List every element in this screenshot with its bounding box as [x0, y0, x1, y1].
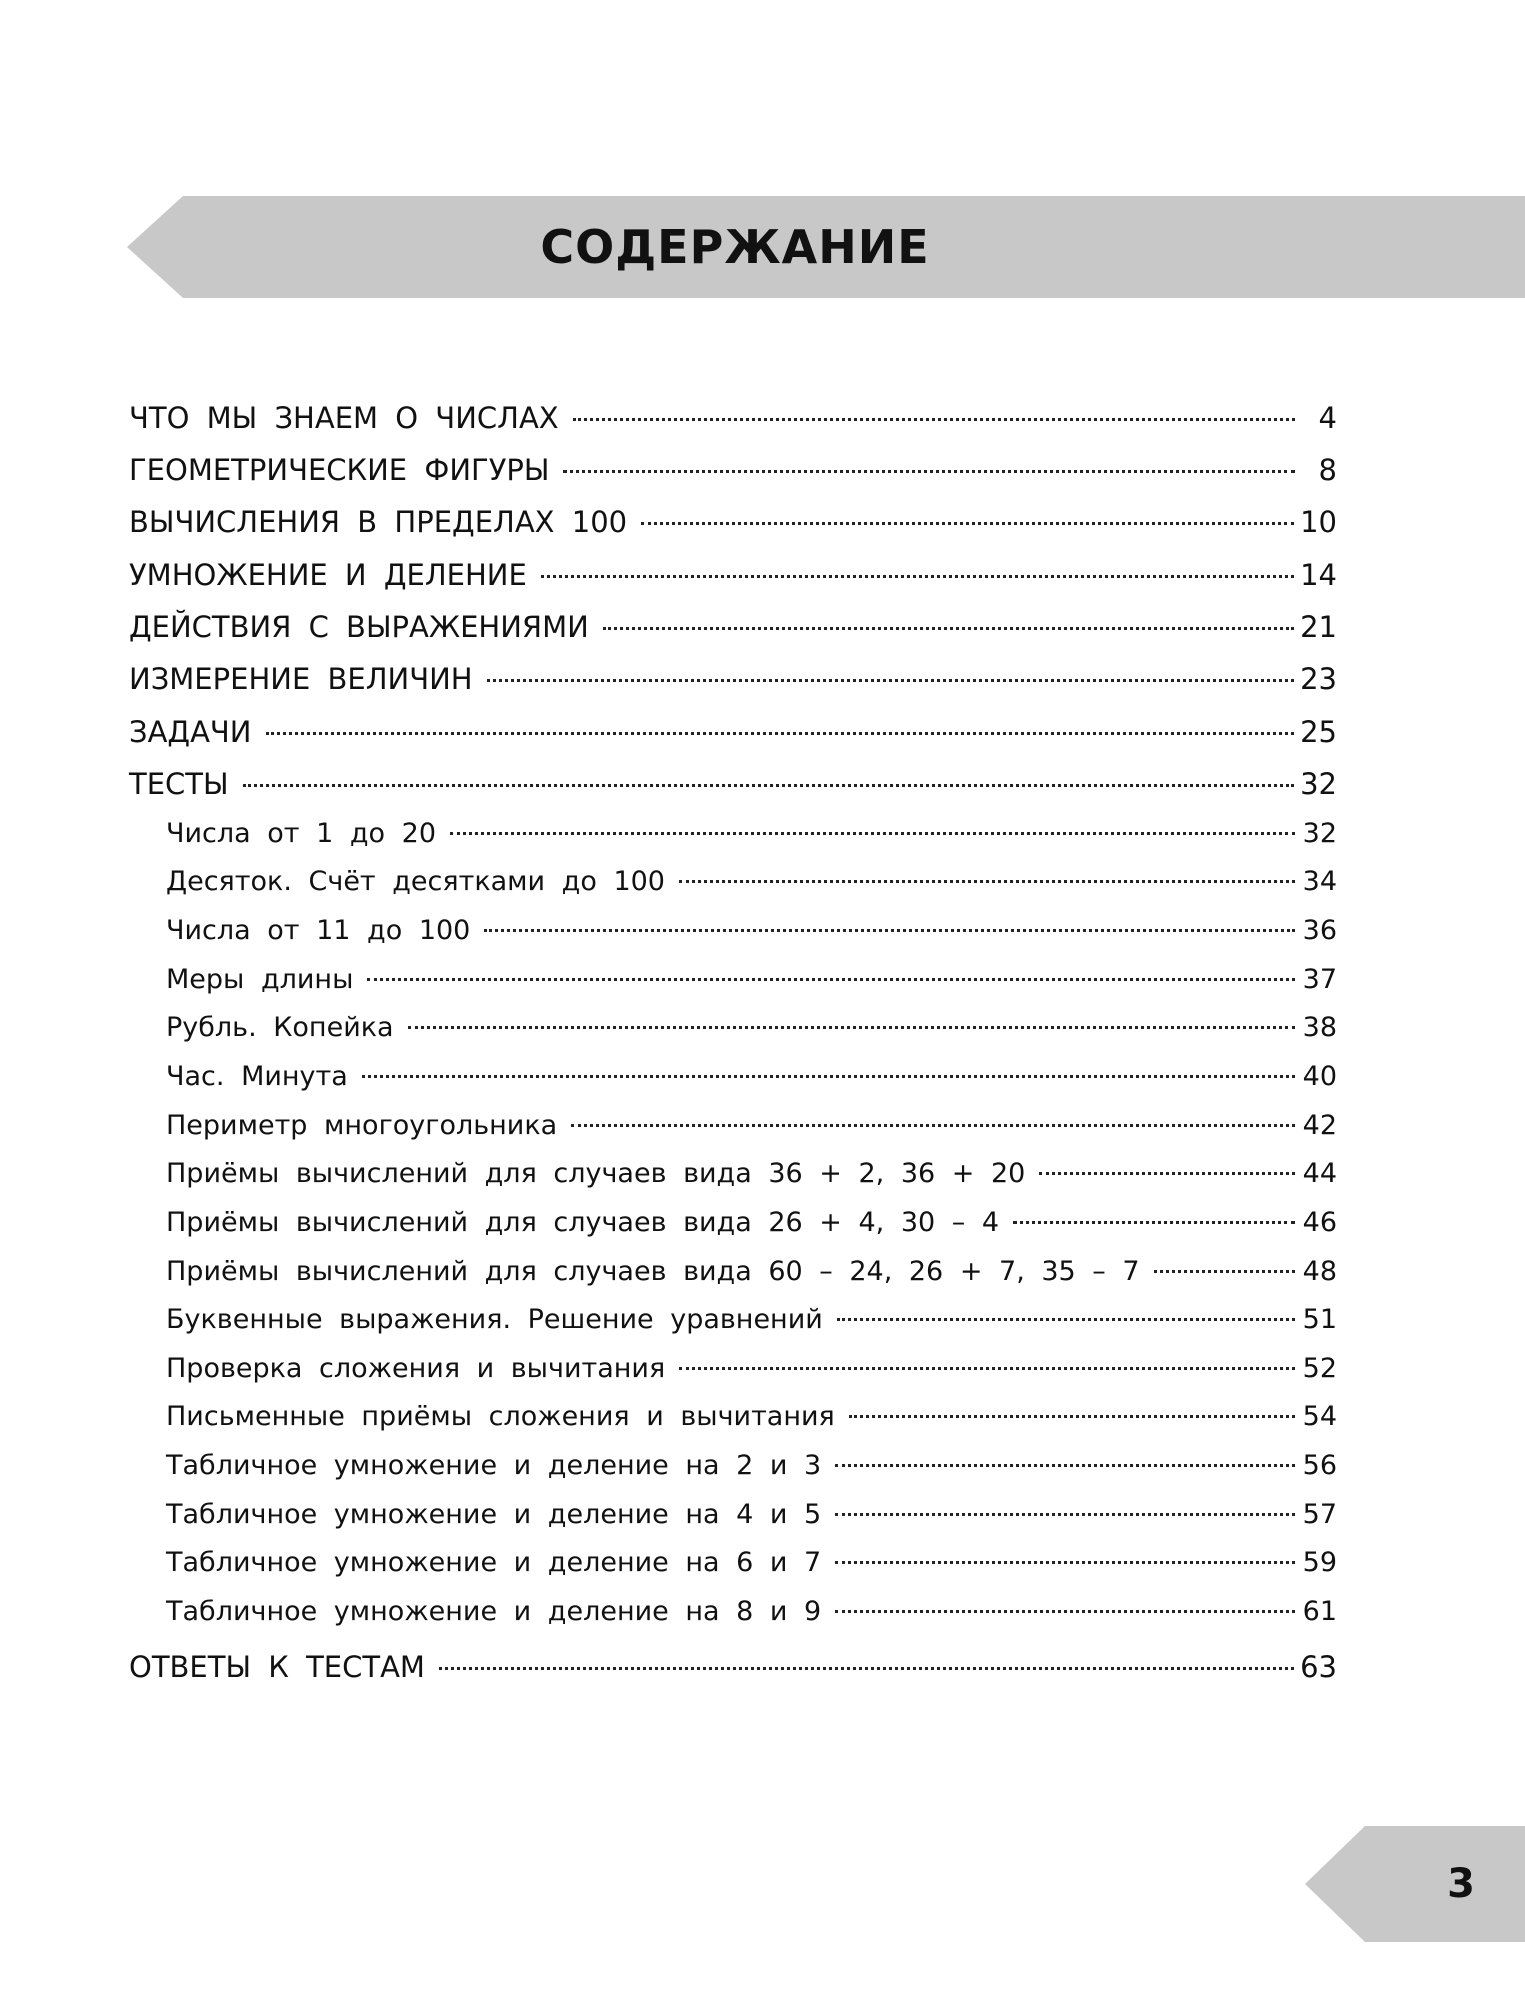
toc-entry-label: УМНОЖЕНИЕ И ДЕЛЕНИЕ: [129, 558, 527, 592]
dot-leader: [573, 418, 1295, 421]
toc-subentry-page: 61: [1302, 1596, 1337, 1627]
toc-subentry-page: 51: [1302, 1304, 1337, 1335]
toc-subentry-label: Табличное умножение и деление на 2 и 3: [166, 1450, 822, 1481]
dot-leader: [367, 978, 1295, 981]
toc-subentry-page: 37: [1302, 964, 1337, 995]
toc-entry-page: 32: [1300, 767, 1337, 801]
toc-subentry-label: Приёмы вычислений для случаев вида 26 + 4, 30 – 4: [166, 1207, 1000, 1238]
dot-leader: [484, 929, 1295, 932]
toc-entry[interactable]: [129, 657, 1337, 701]
toc-subentry-label: Час. Минута: [166, 1061, 348, 1092]
dot-leader: [450, 832, 1295, 835]
toc-entry-label: ГЕОМЕТРИЧЕСКИЕ ФИГУРЫ: [129, 453, 550, 487]
toc-subentry-label: Табличное умножение и деление на 4 и 5: [166, 1499, 822, 1530]
toc-subentry[interactable]: [166, 862, 1337, 902]
toc-entry-page: 10: [1300, 505, 1337, 539]
dot-leader: [439, 1667, 1294, 1670]
toc-subentry[interactable]: [166, 1154, 1337, 1194]
toc-subentry-label: Табличное умножение и деление на 6 и 7: [166, 1547, 822, 1578]
toc-subentry[interactable]: [166, 1106, 1337, 1146]
toc-subentry-label: Десяток. Счёт десятками до 100: [166, 866, 665, 897]
toc-entry-label: ИЗМЕРЕНИЕ ВЕЛИЧИН: [129, 662, 473, 696]
toc-subentry-page: 34: [1302, 866, 1337, 897]
toc-subentry-page: 38: [1302, 1012, 1337, 1043]
toc-subentry-page: 48: [1302, 1256, 1337, 1287]
toc-entry[interactable]: [129, 710, 1337, 754]
toc-entry[interactable]: [129, 500, 1337, 544]
toc-entry[interactable]: [129, 396, 1337, 440]
dot-leader: [571, 1124, 1295, 1127]
toc-subentry[interactable]: [166, 1495, 1337, 1535]
toc-subentry-label: Проверка сложения и вычитания: [166, 1353, 666, 1384]
toc-subentry[interactable]: [166, 960, 1337, 1000]
toc-subentry[interactable]: [166, 1300, 1337, 1340]
toc-subentry-page: 56: [1302, 1450, 1337, 1481]
toc-entry[interactable]: [129, 553, 1337, 597]
page-title: СОДЕРЖАНИЕ: [540, 220, 930, 274]
dot-leader: [603, 627, 1294, 630]
toc-entry[interactable]: [129, 448, 1337, 492]
toc-subentry[interactable]: [166, 1592, 1337, 1632]
toc-subentry[interactable]: [166, 1008, 1337, 1048]
dot-leader: [541, 575, 1294, 578]
toc-entry-page: 21: [1300, 610, 1337, 644]
toc-subentry[interactable]: [166, 1057, 1337, 1097]
toc-subentry-label: Буквенные выражения. Решение уравнений: [166, 1304, 823, 1335]
toc-subentry-label: Приёмы вычислений для случаев вида 36 + 2, 36 + 20: [166, 1158, 1026, 1189]
dot-leader: [362, 1075, 1295, 1078]
toc-subentry-page: 54: [1302, 1401, 1337, 1432]
toc-subentry-page: 42: [1302, 1110, 1337, 1141]
toc-entry-page: 63: [1300, 1650, 1337, 1684]
toc-entry-label: ТЕСТЫ: [129, 767, 229, 801]
dot-leader: [679, 1367, 1295, 1370]
dot-leader: [408, 1026, 1295, 1029]
toc-subentry-page: 40: [1302, 1061, 1337, 1092]
dot-leader: [835, 1610, 1295, 1613]
toc-subentry-page: 36: [1302, 915, 1337, 946]
dot-leader: [849, 1415, 1295, 1418]
toc-entry[interactable]: [129, 1645, 1337, 1689]
toc-entry-page: 25: [1300, 715, 1337, 749]
dot-leader: [837, 1318, 1295, 1321]
toc-subentry[interactable]: [166, 1252, 1337, 1292]
dot-leader: [266, 732, 1295, 735]
toc-entry-label: ЧТО МЫ ЗНАЕМ О ЧИСЛАХ: [129, 401, 559, 435]
toc-subentry-label: Приёмы вычислений для случаев вида 60 – 24, 26 + 7, 35 – 7: [166, 1256, 1140, 1287]
toc-subentry-label: Числа от 11 до 100: [166, 915, 471, 946]
toc-entry-page: 14: [1300, 558, 1337, 592]
toc-entry-label: ВЫЧИСЛЕНИЯ В ПРЕДЕЛАХ 100: [129, 505, 628, 539]
toc-subentry[interactable]: [166, 1397, 1337, 1437]
toc-subentry-label: Письменные приёмы сложения и вычитания: [166, 1401, 835, 1432]
dot-leader: [1154, 1270, 1295, 1273]
toc-entry-page: 8: [1318, 453, 1337, 487]
toc-subentry-page: 59: [1302, 1547, 1337, 1578]
toc-entry[interactable]: [129, 762, 1337, 806]
dot-leader: [835, 1464, 1295, 1467]
toc-subentry-label: Рубль. Копейка: [166, 1012, 394, 1043]
toc-subentry[interactable]: [166, 814, 1337, 854]
dot-leader: [487, 679, 1295, 682]
toc-subentry-label: Числа от 1 до 20: [166, 818, 437, 849]
toc-entry-page: 4: [1318, 401, 1337, 435]
toc-subentry[interactable]: [166, 1349, 1337, 1389]
toc-entry-label: ДЕЙСТВИЯ С ВЫРАЖЕНИЯМИ: [129, 610, 589, 644]
dot-leader: [1039, 1172, 1295, 1175]
page-number: 3: [1447, 1861, 1475, 1907]
toc-entry-label: ОТВЕТЫ К ТЕСТАМ: [129, 1650, 425, 1684]
dot-leader: [835, 1561, 1295, 1564]
toc-subentry-label: Периметр многоугольника: [166, 1110, 558, 1141]
dot-leader: [243, 784, 1295, 787]
toc-subentry[interactable]: [166, 1543, 1337, 1583]
toc-subentry-page: 44: [1302, 1158, 1337, 1189]
toc-subentry-label: Меры длины: [166, 964, 354, 995]
toc-entry[interactable]: [129, 605, 1337, 649]
dot-leader: [1013, 1221, 1295, 1224]
toc-subentry[interactable]: [166, 1203, 1337, 1243]
dot-leader: [563, 470, 1295, 473]
dot-leader: [679, 880, 1295, 883]
dot-leader: [641, 522, 1294, 525]
dot-leader: [835, 1513, 1295, 1516]
toc-entry-label: ЗАДАЧИ: [129, 715, 252, 749]
toc-subentry-page: 46: [1302, 1207, 1337, 1238]
toc-subentry-page: 32: [1302, 818, 1337, 849]
toc-subentry[interactable]: [166, 1446, 1337, 1486]
toc-subentry[interactable]: [166, 911, 1337, 951]
toc-entry-page: 23: [1300, 662, 1337, 696]
toc-subentry-label: Табличное умножение и деление на 8 и 9: [166, 1596, 822, 1627]
toc-subentry-page: 52: [1302, 1353, 1337, 1384]
toc-subentry-page: 57: [1302, 1499, 1337, 1530]
